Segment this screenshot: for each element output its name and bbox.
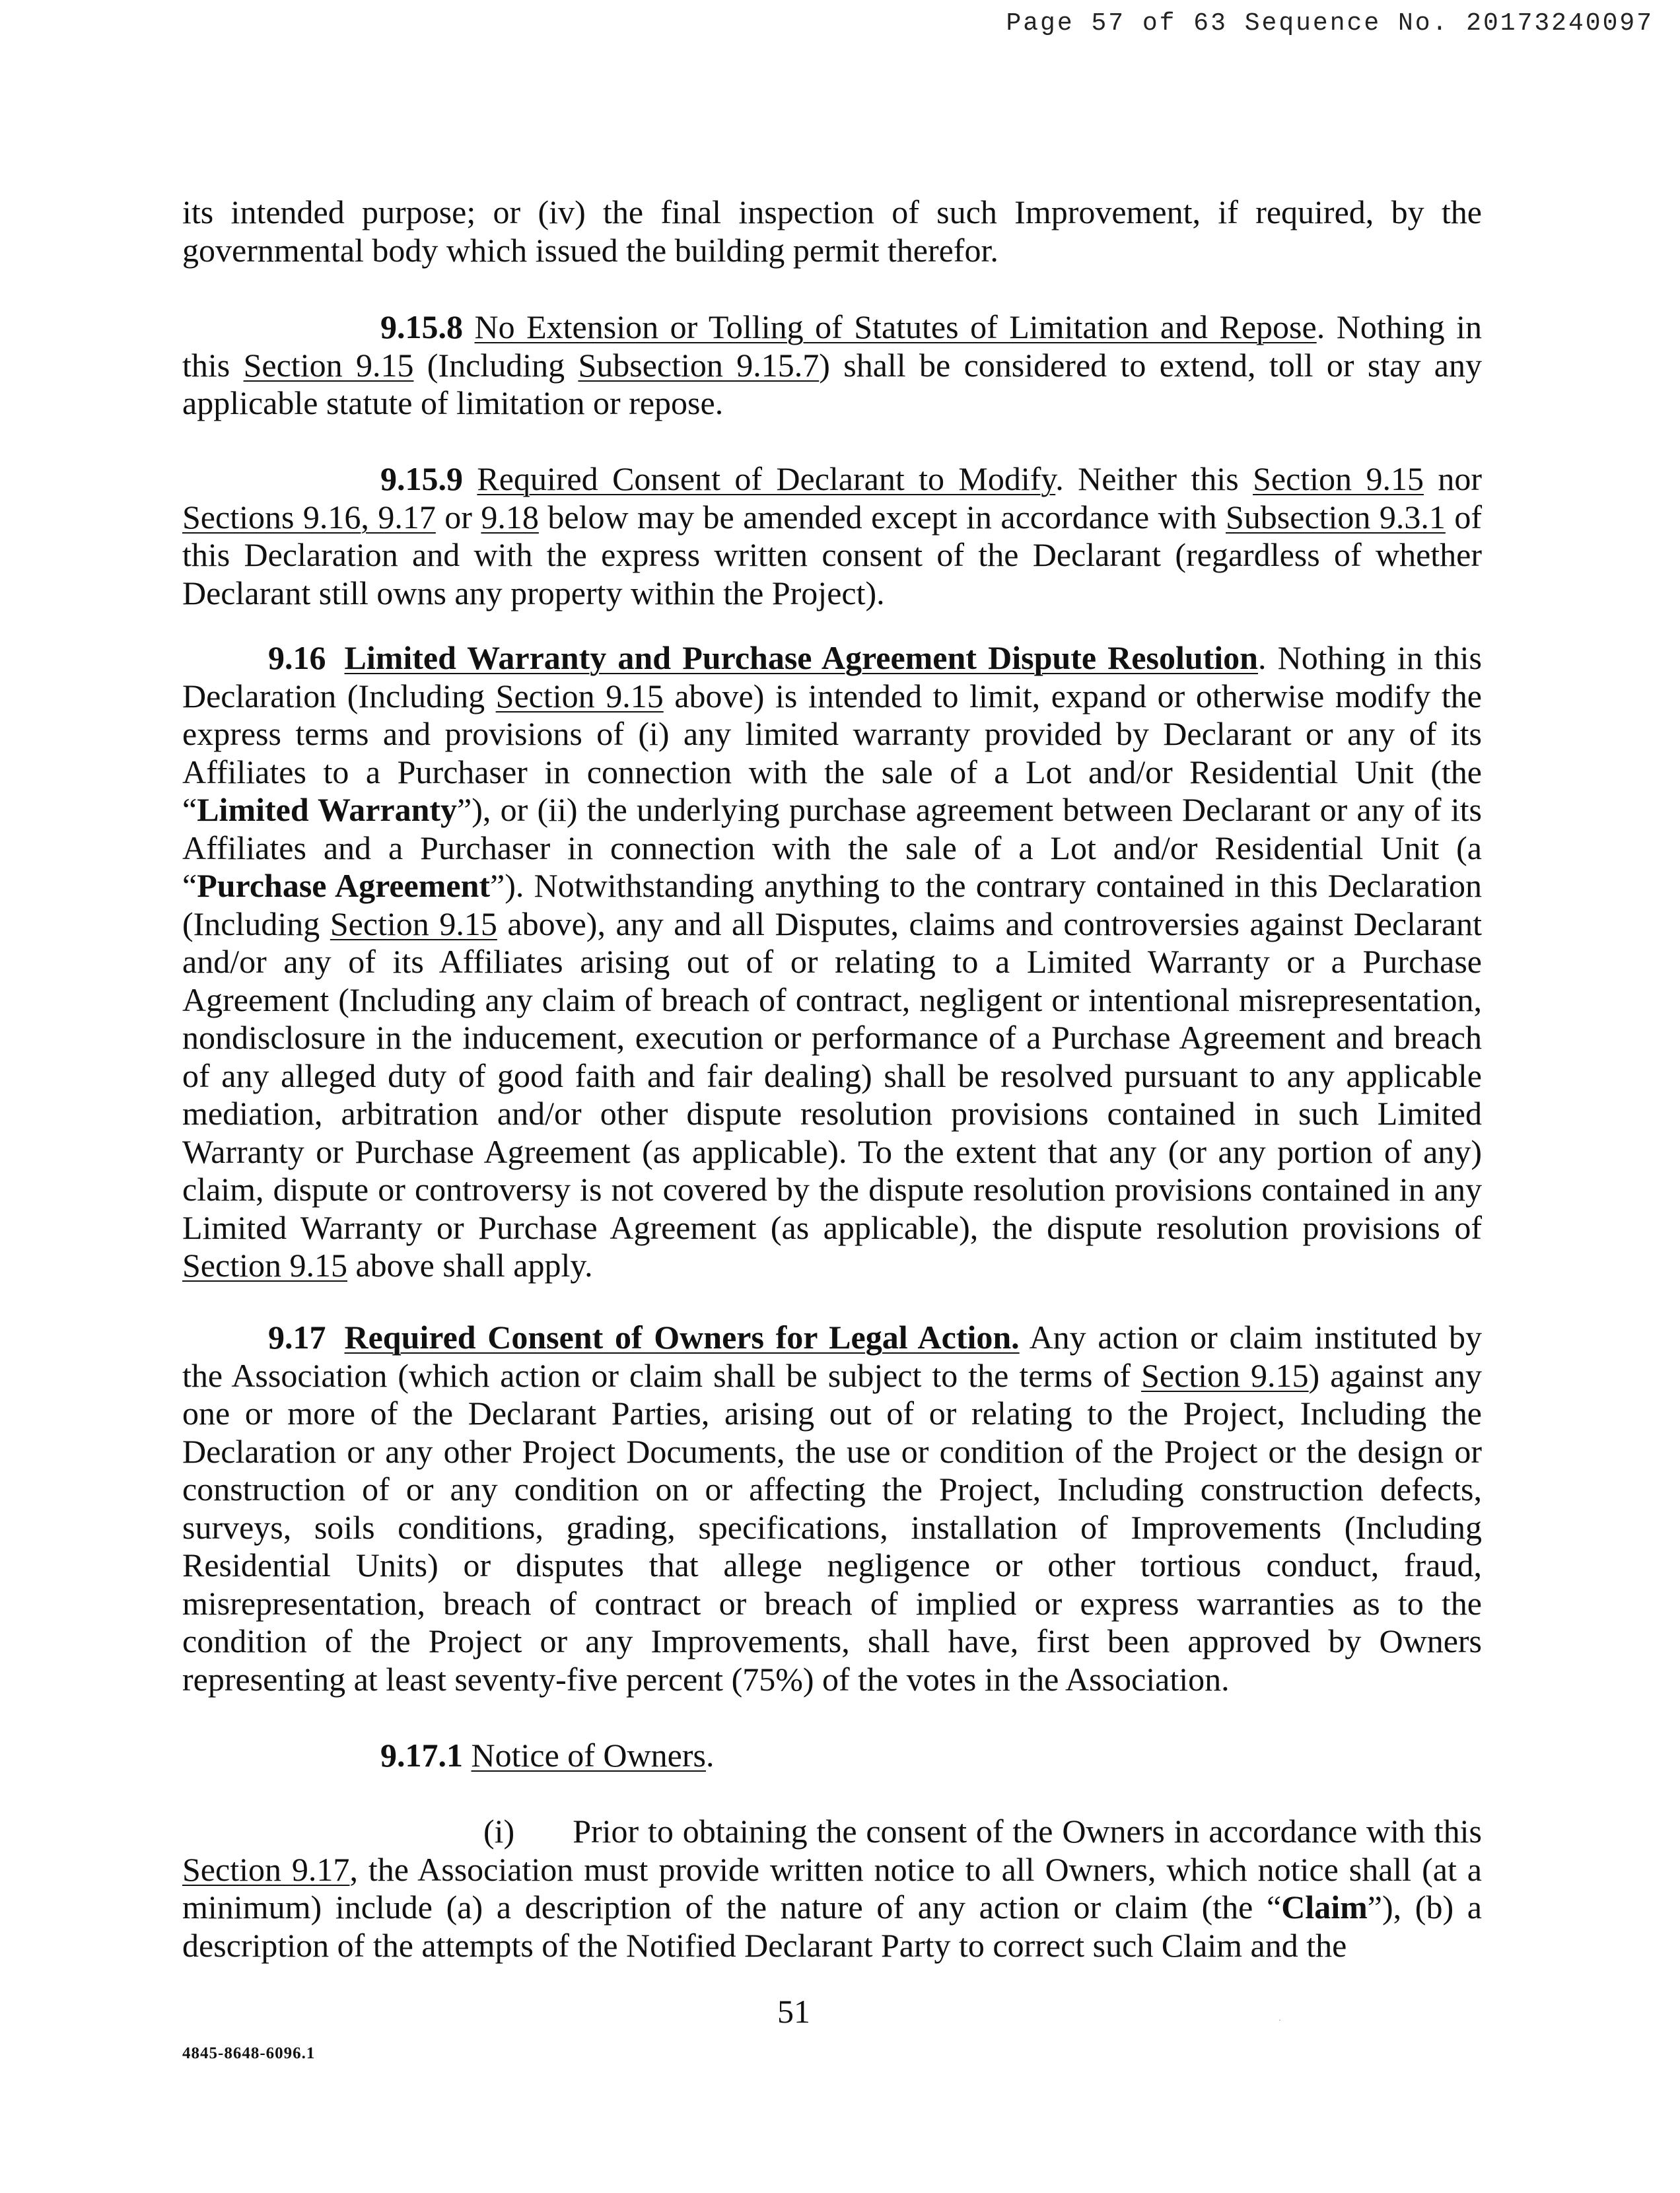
cross-reference: Section 9.15 bbox=[1141, 1356, 1309, 1394]
section-9-15-8: 9.15.8 No Extension or Tolling of Statutes of Limitation and Repose. Nothing in this Section 9.15 (Including Subsection 9.15.7) shall be considered to extend, toll or stay any applicable statute of limitation or repose. bbox=[182, 308, 1482, 421]
section-9-15-9: 9.15.9 Required Consent of Declarant to Modify. Neither this Section 9.15 nor Sections 9.16, 9.17 or 9.18 below may be amended except in accordance with Subsection 9.3.1 of this Declaration and with the express written consent of the Declarant (regardless of whether Declarant still owns any property within the Project). bbox=[182, 460, 1483, 611]
cross-reference: Section 9.17 bbox=[182, 1850, 350, 1888]
cross-reference: Section 9.15 bbox=[182, 1247, 347, 1284]
section-9-17-1-i: (i) Prior to obtaining the consent of the Owners in accordance with this Section 9.17, the Association must provide written notice to all Owners, which notice shall (at a minimum) include (a) a description of the nature of any action or claim (the “Claim”), (b) a description of the attempts of the Notified Declarant Party to correct such Claim and the bbox=[182, 1813, 1482, 1964]
defined-term: Purchase Agreement bbox=[197, 867, 491, 904]
list-marker: (i) bbox=[483, 1813, 515, 1850]
defined-term: Claim bbox=[1281, 1889, 1368, 1926]
cross-reference: Section 9.15 bbox=[330, 905, 497, 942]
section-heading: Required Consent of Declarant to Modify bbox=[477, 460, 1056, 497]
defined-term: Limited Warranty bbox=[197, 791, 458, 828]
section-number: 9.15.9 bbox=[380, 460, 463, 497]
section-9-17-1: 9.17.1 Notice of Owners. bbox=[380, 1737, 715, 1774]
document-id: 4845-8648-6096.1 bbox=[182, 2044, 316, 2062]
section-heading: Limited Warranty and Purchase Agreement Dispute Resolution bbox=[344, 639, 1258, 676]
section-9-16: 9.16 Limited Warranty and Purchase Agreement Dispute Resolution. Nothing in this Declaration (Including Section 9.15 above) is intended to limit, expand or otherwise modify the express terms and provisions of (i) any limited warranty provided by Declarant or any of its Affiliates to a Purchaser in connection with the sale of a Lot and/or Residential Unit (the “Limited Warranty”), or (ii) the underlying purchase agreement between Declarant or any of its Affiliates and a Purchaser in connection with the sale of a Lot and/or Residential Unit (a “Purchase Agreement”). Notwithstanding anything to the contrary contained in this Declaration (Including Section 9.15 above), any and all Disputes, claims and controversies against Declarant and/or any of its Affiliates arising out of or relating to a Limited Warranty or a Purchase Agreement (Including any claim of breach of contract, negligent or intentional misrepresentation, nondisclosure in the inducement, execution or performance of a Purchase Agreement and breach of any alleged duty of good faith and fair dealing) shall be resolved pursuant to any applicable mediation, arbitration and/or other dispute resolution provisions contained in such Limited Warranty or Purchase Agreement (as applicable). To the extent that any (or any portion of any) claim, dispute or controversy is not covered by the dispute resolution provisions contained in any Limited Warranty or Purchase Agreement (as applicable), the dispute resolution provisions of Section 9.15 above shall apply. bbox=[182, 639, 1483, 1284]
section-number: 9.17 bbox=[268, 1319, 326, 1356]
cross-reference: Subsection 9.15.7 bbox=[578, 346, 820, 384]
intro-paragraph bbox=[182, 193, 1482, 269]
intro-text: its intended purpose; or (iv) the final inspection of such Improvement, if required, by the governmental body which issued the building permit therefor. bbox=[182, 193, 1482, 269]
section-heading: No Extension or Tolling of Statutes of Limitation and Repose bbox=[474, 308, 1317, 345]
page-number: 51 bbox=[777, 1993, 810, 2030]
section-heading: Required Consent of Owners for Legal Action. bbox=[344, 1319, 1020, 1356]
cross-reference: Sections 9.16, 9.17 bbox=[182, 498, 436, 536]
cross-reference: Section 9.15 bbox=[1253, 460, 1424, 497]
section-number: 9.17.1 bbox=[380, 1737, 463, 1774]
cross-reference: Subsection 9.3.1 bbox=[1226, 498, 1446, 536]
cross-reference: Section 9.15 bbox=[243, 346, 414, 384]
section-9-17: 9.17 Required Consent of Owners for Legal Action. Any action or claim instituted by the Association (which action or claim shall be subject to the terms of Section 9.15) against any one or more of the Declarant Parties, arising out of or relating to the Project, Including the Declaration or any other Project Documents, the use or condition of the Project or the design or construction of or any condition on or affecting the Project, Including construction defects, surveys, soils conditions, grading, specifications, installation of Improvements (Including Residential Units) or disputes that allege negligence or other tortious conduct, fraud, misrepresentation, breach of contract or breach of implied or express warranties as to the condition of the Project or any Improvements, shall have, first been approved by Owners representing at least seventy-five percent (75%) of the votes in the Association. bbox=[182, 1319, 1483, 1698]
cross-reference: Section 9.15 bbox=[495, 677, 664, 714]
cross-reference: 9.18 bbox=[481, 498, 539, 536]
page-sequence-header: Page 57 of 63 Sequence No. 20173240097 bbox=[1006, 9, 1654, 38]
section-heading: Notice of Owners bbox=[471, 1737, 706, 1774]
section-number: 9.16 bbox=[268, 639, 326, 676]
section-number: 9.15.8 bbox=[380, 308, 463, 345]
scan-speck: · bbox=[1278, 2015, 1281, 2025]
